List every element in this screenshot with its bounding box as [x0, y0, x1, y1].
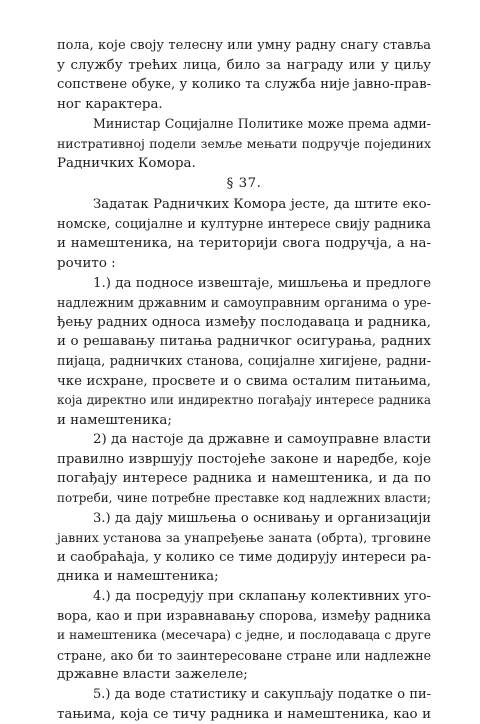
list-item-5: [57, 685, 431, 724]
text-line: и о решавању питања радничког осигурања, радних: [57, 334, 431, 350]
text-line: потреби, чине потребне преставке код надлежних власти;: [57, 491, 431, 506]
text-line: Радничких Комора.: [57, 155, 196, 171]
text-line: дника и намештеника;: [57, 569, 219, 585]
text-line: надлежним државним и самоуправним органима о уре-: [57, 295, 431, 311]
text-line: пола, које своју телесну или умну радну снагу ставља: [57, 38, 431, 53]
text-line: Министар Социјалне Политике може према адми-: [93, 116, 431, 132]
text-line: Задатак Радничких Комора јесте, да штите еко-: [93, 197, 431, 213]
text-line: тањима, која се тичу радника и намештеника, као и: [57, 706, 431, 722]
list-item-2: [57, 430, 431, 508]
text-line: 3.) да дају мишљења о оснивању и организацији: [93, 510, 431, 526]
paragraph-minister: [57, 114, 431, 173]
text-line: чке исхране, просвете и о свима осталим питањима,: [57, 373, 431, 389]
text-line: рочито :: [57, 255, 116, 271]
section-heading: § 37.: [226, 176, 262, 192]
text-line: 1.) да подносе извештаје, мишљења и предлоге: [93, 275, 431, 291]
text-line: сопствене обуке, у колико та служба није јавно-прав-: [57, 77, 431, 93]
text-line: правилно извршују постојеће законе и наредбе, које: [57, 451, 431, 467]
text-line: која директно или индиректно погађају интересе радника: [57, 393, 431, 408]
list-item-3: [57, 509, 431, 587]
text-line: и намештеника, на територији свога подручја, а на-: [57, 236, 431, 252]
text-line: ног карактера.: [57, 96, 163, 112]
paragraph-continuation: [57, 36, 431, 114]
text-line: номске, социјалне и културне интересе свију радника: [57, 216, 431, 232]
text-line: 4.) да посредују при склапању колективних уго-: [93, 589, 431, 605]
text-line: ђењу радних односа између послодаваца и радника,: [57, 314, 431, 330]
paragraph-task: [57, 195, 431, 273]
text-line: 2) да настоје да државне и самоуправне власти: [93, 432, 431, 448]
text-line: нистративној подели земље мењати подручје појединих: [57, 135, 431, 151]
text-line: вора, као и при изравнавању спорова, између радника: [57, 608, 431, 624]
text-line: и саобраћаја, у колико се тиме додирују интереси ра-: [57, 549, 431, 565]
text-line: и намештеника (месечара) с једне, и послодаваца с друге: [57, 628, 431, 643]
list-item-4: [57, 587, 431, 685]
text-line: јавних установа за унапређење заната (обрта), трговине: [57, 530, 431, 546]
text-line: и намештеника;: [57, 412, 172, 428]
text-line: стране, ако би то заинтересоване стране или надлежне: [57, 647, 431, 663]
text-line: погађају интересе радника и намештеника, и да по: [57, 471, 431, 487]
list-item-1: [57, 274, 431, 431]
text-line: пијаца, радничких станова, социјалне хигијене, радни-: [57, 353, 431, 369]
text-line: 5.) да воде статистику и сакупљају податке о пи-: [93, 687, 431, 702]
document-page: [57, 36, 431, 724]
text-line: у службу трећих лица, било за награду или у циљу: [57, 57, 431, 73]
text-line: државне власти зажелеле;: [57, 667, 248, 683]
